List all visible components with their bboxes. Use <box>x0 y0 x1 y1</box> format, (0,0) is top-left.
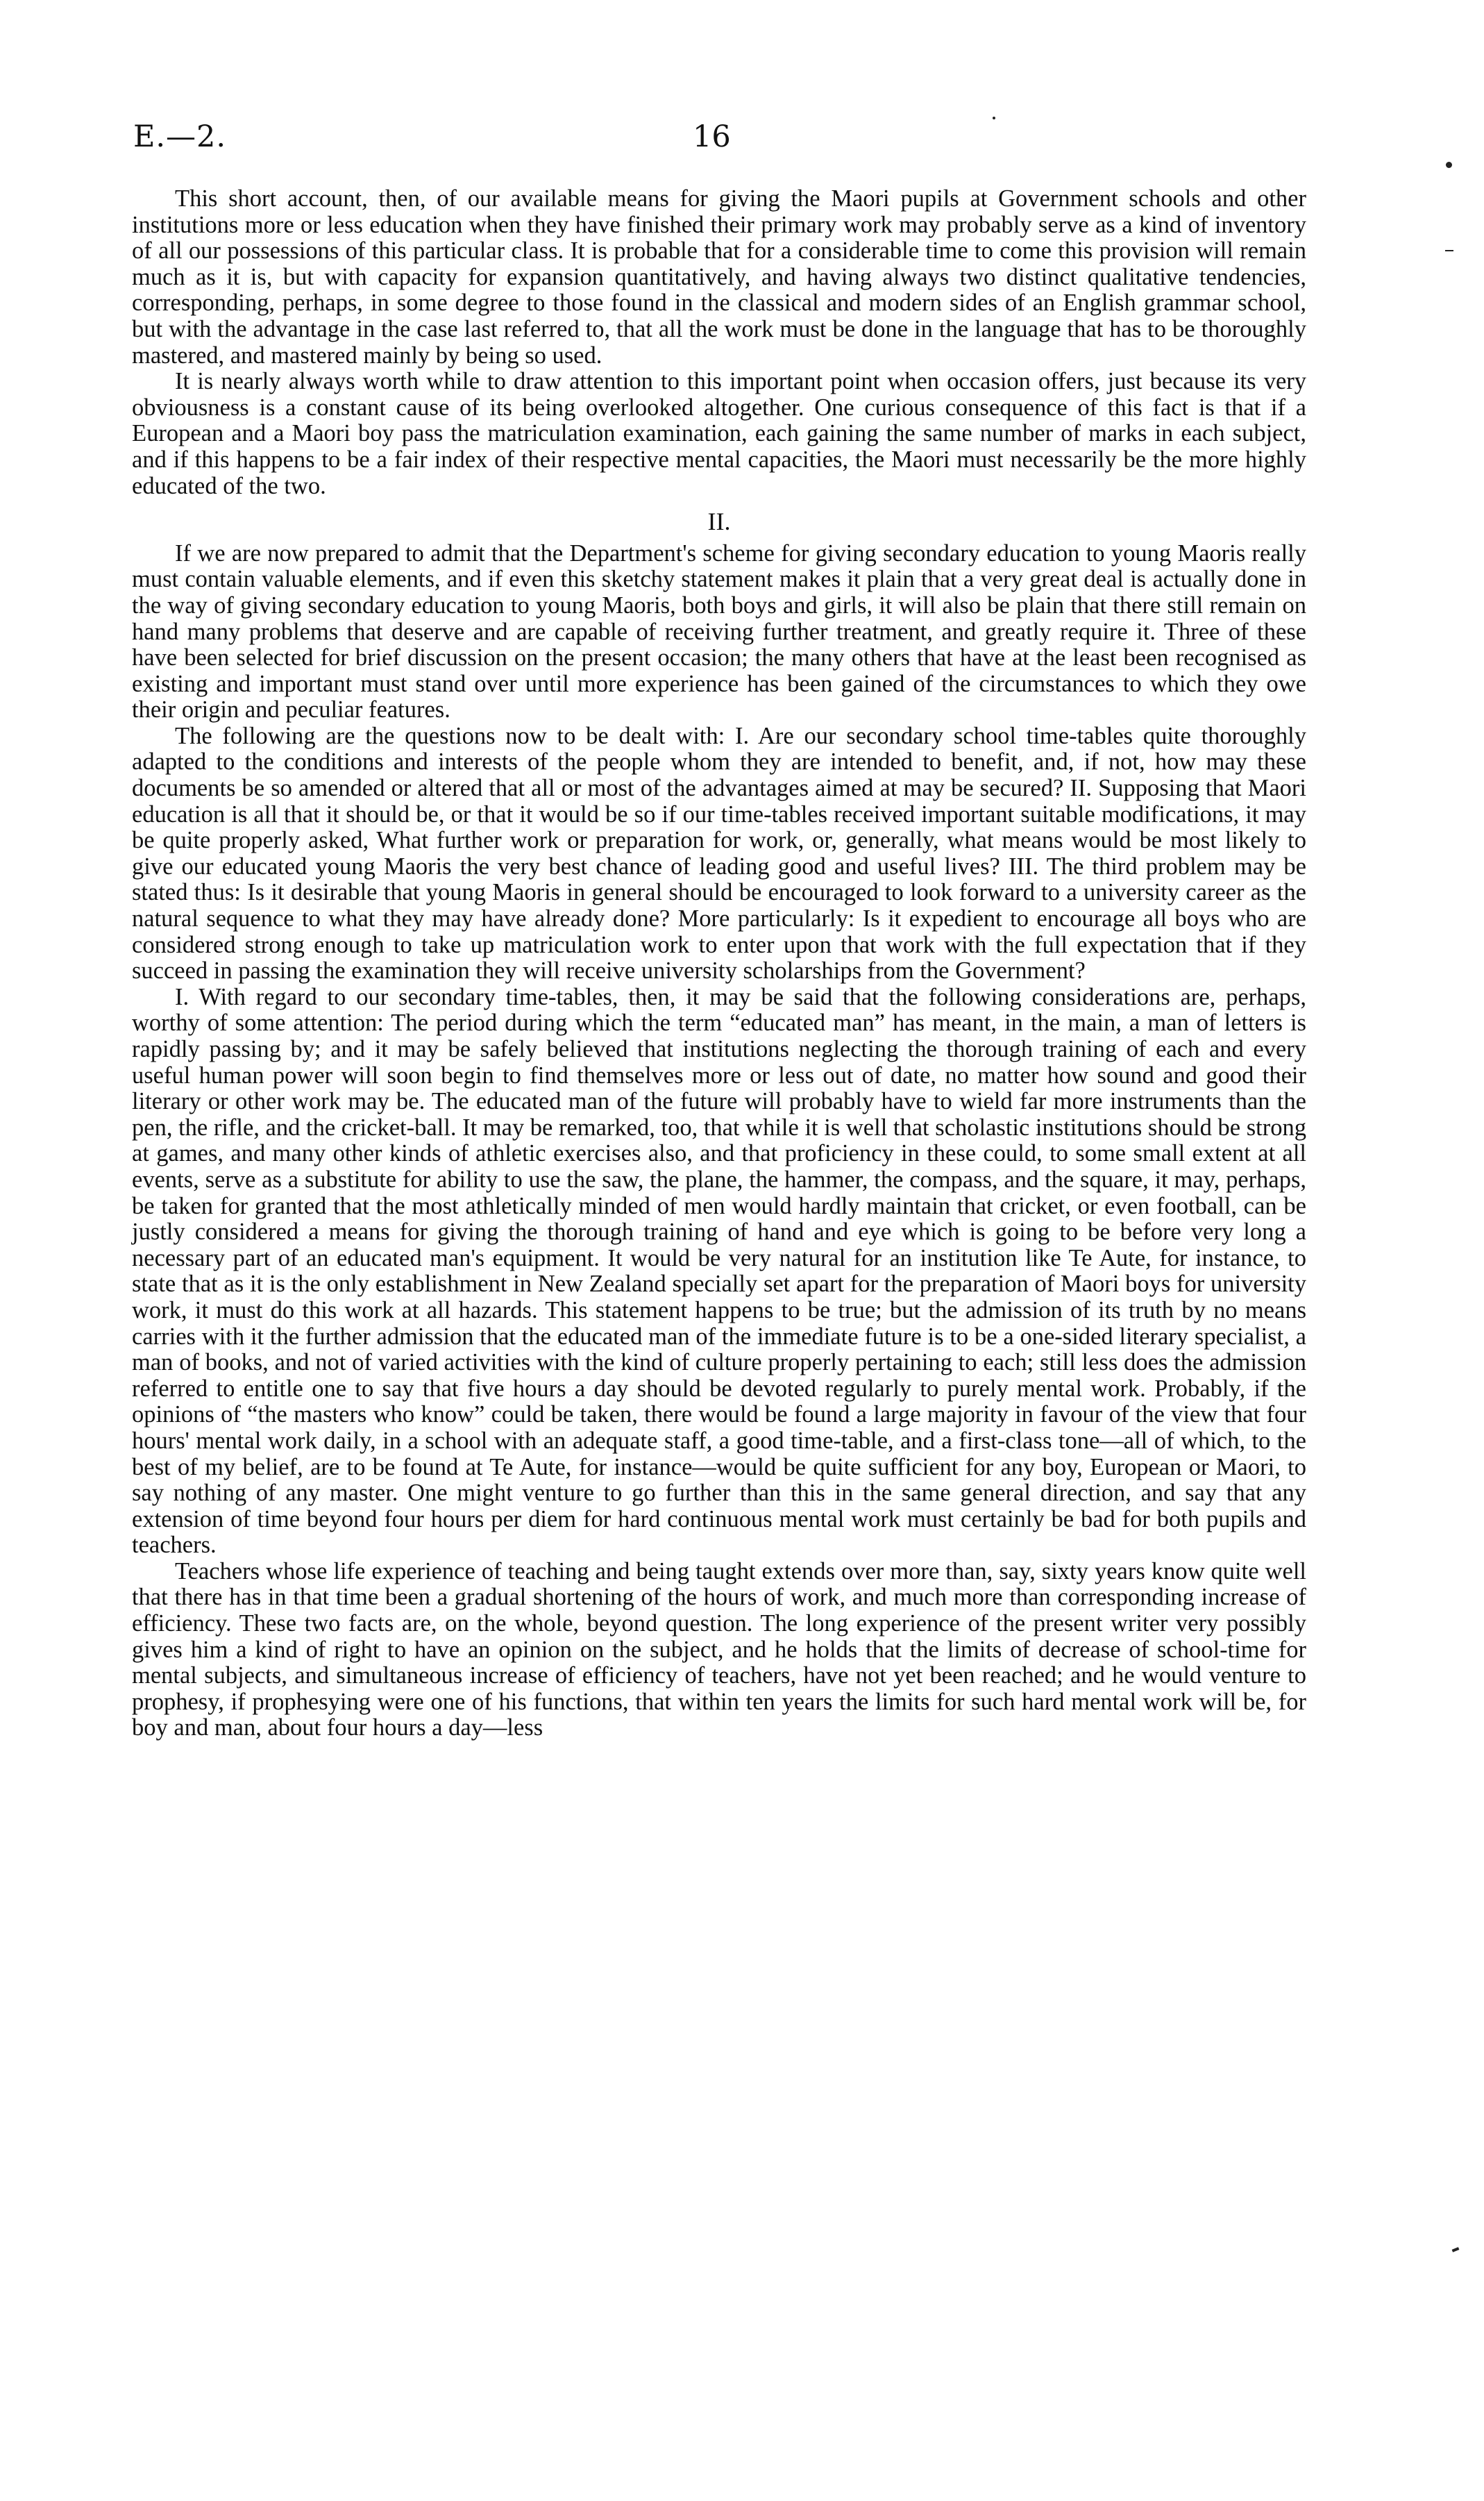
paragraph: If we are now prepared to admit that the Department's scheme for giving secondary education to young Maoris really must contain valuable elements, and if even this sketchy statement makes it plain that a very great deal is actually done in the way of giving secondary education to young Maoris, both boys and girls, it will also be plain that there still remain on hand many problems that deserve and are capable of receiving further treatment, and greatly require it. Three of these have been selected for brief discussion on the present occasion; the many others that have at the least been recognised as existing and important must stand over until more experience has been gained of the circumstances to which they owe their origin and peculiar features. <box>132 539 1306 723</box>
paragraph: The following are the questions now to be dealt with: I. Are our secondary school time-tables quite thoroughly adapted to the conditions and interests of the people whom they are intended to benefit, and, if not, how may these documents be so amended or altered that all or most of the advantages aimed at may be secured? II. Supposing that Maori education is all that it should be, or that it would be so if our time-tables received important suitable modifications, it may be quite properly asked, What further work or preparation for work, or, generally, what means would be most likely to give our educated young Maoris the very best chance of leading good and useful lives? III. The third problem may be stated thus: Is it desirable that young Maoris in general should be encouraged to look forward to a university career as the natural sequence to what they may have already done? More particularly: Is it expedient to encourage all boys who are considered strong enough to take up matriculation work to enter upon that work with the full expectation that if they succeed in passing the examination they will receive university scholarships from the Government? <box>132 722 1306 985</box>
scan-speck <box>1452 2247 1460 2252</box>
document-reference: E.—2. <box>133 119 227 154</box>
section-heading: II. <box>707 508 731 536</box>
page-number: 16 <box>693 119 731 154</box>
scan-speck <box>1445 250 1453 251</box>
paragraph: This short account, then, of our available means for giving the Maori pupils at Government schools and other institutions more or less education when they have finished their primary work may probably serve as a kind of inventory of all our possessions of this particular class. It is probable that for a considerable time to come this provision will remain much as it is, but with capacity for expansion quantitatively, and having always two distinct qualitative tendencies, corresponding, perhaps, in some degree to those found in the classical and modern sides of an English grammar school, but with the advantage in the case last referred to, that all the work must be done in the language that has to be thoroughly mastered, and mastered mainly by being so used. <box>132 185 1306 369</box>
paragraph: It is nearly always worth while to draw attention to this important point when occasion offers, just because its very obviousness is a constant cause of its being overlooked altogether. One curious consequence of this fact is that if a European and a Maori boy pass the matriculation examination, each gaining the same number of marks in each subject, and if this happens to be a fair index of their respective mental capacities, the Maori must necessarily be the more highly educated of the two. <box>132 368 1306 499</box>
body-text <box>132 186 1306 1741</box>
scan-speck <box>1446 162 1452 168</box>
paragraph: Teachers whose life experience of teaching and being taught extends over more than, say, sixty years know quite well that there has in that time been a gradual shortening of the hours of work, and much more than corresponding increase of efficiency. These two facts are, on the whole, beyond question. The long experience of the present writer very possibly gives him a kind of right to have an opinion on the subject, and he holds that the limits of decrease of school-time for mental subjects, and simultaneous increase of efficiency of teachers, have not yet been reached; and he would venture to prophesy, if prophesying were one of his functions, that within ten years the limits for such hard mental work will be, for boy and man, about four hours a day—less <box>132 1557 1306 1741</box>
paragraph: I. With regard to our secondary time-tables, then, it may be said that the following considerations are, perhaps, worthy of some attention: The period during which the term “educated man” has meant, in the main, a man of letters is rapidly passing by; and it may be safely believed that institutions neglecting the thorough training of each and every useful human power will soon begin to find themselves more or less out of date, no matter how sound and good their literary or other work may be. The educated man of the future will probably have to wield far more instruments than the pen, the rifle, and the cricket-ball. It may be remarked, too, that while it is well that scholastic institutions should be strong at games, and many other kinds of athletic exercises also, and that proficiency in these could, to some small extent at all events, serve as a substitute for ability to use the saw, the plane, the hammer, the compass, and the square, it may, perhaps, be taken for granted that the most athletically minded of men would hardly maintain that cricket, or even football, can be justly considered a means for giving the thorough training of hand and eye which is going to be before very long a necessary part of an educated man's equipment. It would be very natural for an institution like Te Aute, for instance, to state that as it is the only establishment in New Zealand specially set apart for the preparation of Maori boys for university work, it must do this work at all hazards. This statement happens to be true; but the admission of its truth by no means carries with it the further admission that the educated man of the immediate future is to be a one-sided literary specialist, a man of books, and not of varied activities with the kind of culture properly pertaining to each; still less does the admission referred to entitle one to say that five hours a day should be devoted regularly to purely mental work. Probably, if the opinions of “the masters who know” could be taken, there would be found a large majority in favour of the view that four hours' mental work daily, in a school with an adequate staff, a good time-table, and a first-class tone—all of which, to the best of my belief, are to be found at Te Aute, for instance—would be quite sufficient for any boy, European or Maori, to say nothing of any master. One might venture to go further than this in the same general direction, and say that any extension of time beyond four hours per diem for hard continuous mental work must certainly be bad for both pupils and teachers. <box>132 983 1306 1559</box>
scan-speck <box>993 117 995 119</box>
